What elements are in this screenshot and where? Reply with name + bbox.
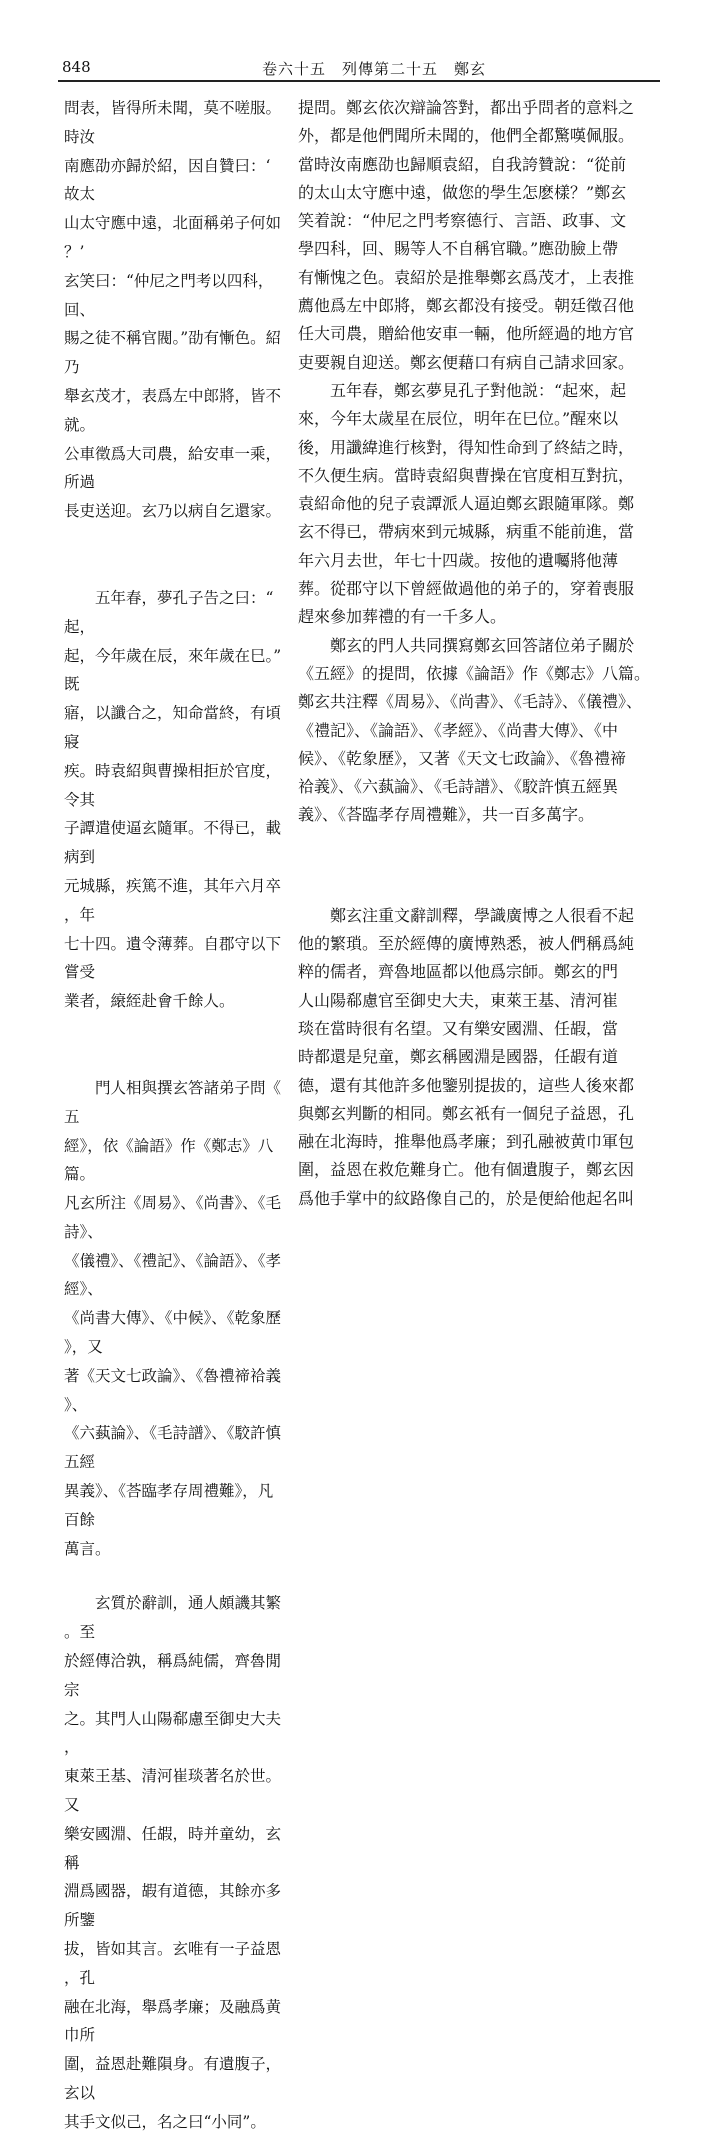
original-text-column	[64, 94, 282, 2137]
original-paragraph-3: 門人相與撰玄答諸弟子問《五 經》，依《論語》作《鄭志》八篇。 凡玄所注《周易》、《尚書》、《毛詩》、 《儀禮》、《禮記》、《論語》、《孝經》、 《尚書大傳》、《中候》、《乾象歷》，又 著《天文七政論》、《魯禮禘祫義》、 《六蓺論》、《毛詩譜》、《駮許慎五經 異義》、《荅臨孝存周禮難》，凡百餘 萬言。	[64, 1078, 282, 1558]
original-paragraph-1: 問表，皆得所未聞，莫不嗟服。時汝 南應劭亦歸於紹，因自贊曰：‘故太 山太守應中遠，北面稱弟子何如？’ 玄笑曰：“仲尼之門考以四科，回、 賜之徒不稱官閥。”劭有慚色。紹乃 舉玄茂才，表爲左中郎將，皆不就。 公車徵爲大司農，給安車一乘，所過 長吏送迎。玄乃以病自乞還家。	[64, 99, 282, 521]
original-paragraph-4: 玄質於辭訓，通人頗譏其繁。至 於經傳洽孰，稱爲純儒，齊魯閒宗 之。其門人山陽郗慮至御史大夫， 東萊王基、清河崔琰著名於世。又 樂安國淵、任嘏，時并童幼，玄稱 淵爲國器，嘏有道德，其餘亦多所鑒 拔，皆如其言。玄唯有一子益恩，孔 融在北海，舉爲孝廉；及融爲黄巾所 圍，益恩赴難隕身。有遺腹子，玄以 其手文似己，名之曰“小同”。	[64, 1594, 282, 2131]
translation-paragraph-2: 五年春，鄭玄夢見孔子對他説：“起來，起 來，今年太歲星在辰位，明年在巳位。”醒來以 後，用讖緯進行核對，得知性命到了終結之時， 不久便生病。當時袁紹與曹操在官度相互對抗， 袁紹命他的兒子袁譚派人逼迫鄭玄跟隨軍隊。鄭 玄不得已，帶病來到元城縣，病重不能前進，當 年六月去世，年七十四歲。按他的遺囑將他薄 葬。從郡守以下曾經做過他的弟子的，穿着喪服 趕來參加葬禮的有一千多人。	[298, 380, 635, 627]
translation-paragraph-1: 提問。鄭玄依次辯論答對，都出乎問者的意料之 外，都是他們聞所未聞的，他們全都驚嘆佩服。 當時汝南應劭也歸順袁紹，自我誇贊說：“從前 的太山太守應中遠，做您的學生怎麽樣？”鄭玄 笑着說：“仲尼之門考察德行、言語、政事、文 學四科，回、賜等人不自稱官職。”應劭臉上帶 有慚愧之色。袁紹於是推舉鄭玄爲茂才，上表推 薦他爲左中郎將，鄭玄都没有接受。朝廷徵召他 任大司農，贈給他安車一輛，他所經過的地方官 吏要親自迎送。鄭玄便藉口有病自己請求回家。	[298, 98, 635, 372]
translation-paragraph-4: 鄭玄注重文辭訓釋，學識廣博之人很看不起 他的繁瑣。至於經傳的廣博熟悉，被人們稱爲純 粹的儒者，齊魯地區都以他爲宗師。鄭玄的門 人山陽郗慮官至御史大夫，東萊王基、清河崔 琰在當時很有名望。又有樂安國淵、任嘏，當 時都還是兒童，鄭玄稱國淵是國器，任嘏有道 德，還有其他許多他鑒别提拔的，這些人後來都 與鄭玄判斷的相同。鄭玄衹有一個兒子益恩，孔 融在北海時，推舉他爲孝廉；到孔融被黄巾軍包 圍，益恩在救危難身亡。他有個遺腹子，鄭玄因 爲他手掌中的紋路像自己的，於是便給他起名叫	[298, 905, 635, 1208]
translation-column	[298, 94, 670, 1213]
running-head: 卷六十五 列傳第二十五 鄭玄	[262, 60, 487, 78]
page-number: 848	[62, 58, 91, 76]
original-paragraph-2: 五年春，夢孔子告之曰：“起， 起，今年歲在辰，來年歲在巳。”既 寤，以讖合之，知命當終，有頃寢 疾。時袁紹與曹操相拒於官度，令其 子譚遣使逼玄隨軍。不得已，載病到 元城縣，疾篤不進，其年六月卒，年 七十四。遺令薄葬。自郡守以下嘗受 業者，縗絰赴會千餘人。	[64, 588, 282, 1011]
header-rule	[58, 80, 660, 82]
translation-paragraph-3: 鄭玄的門人共同撰寫鄭玄回答諸位弟子關於 《五經》的提問，依據《論語》作《鄭志》八篇。 鄭玄共注釋《周易》、《尚書》、《毛詩》、《儀禮》、 《禮記》、《論語》、《孝經》、《尚書大傳》、《中 候》、《乾象歷》，又著《天文七政論》、《魯禮禘 祫義》、《六蓺論》、《毛詩譜》、《駮許慎五經異 義》、《荅臨孝存周禮難》，共一百多萬字。	[298, 635, 651, 825]
